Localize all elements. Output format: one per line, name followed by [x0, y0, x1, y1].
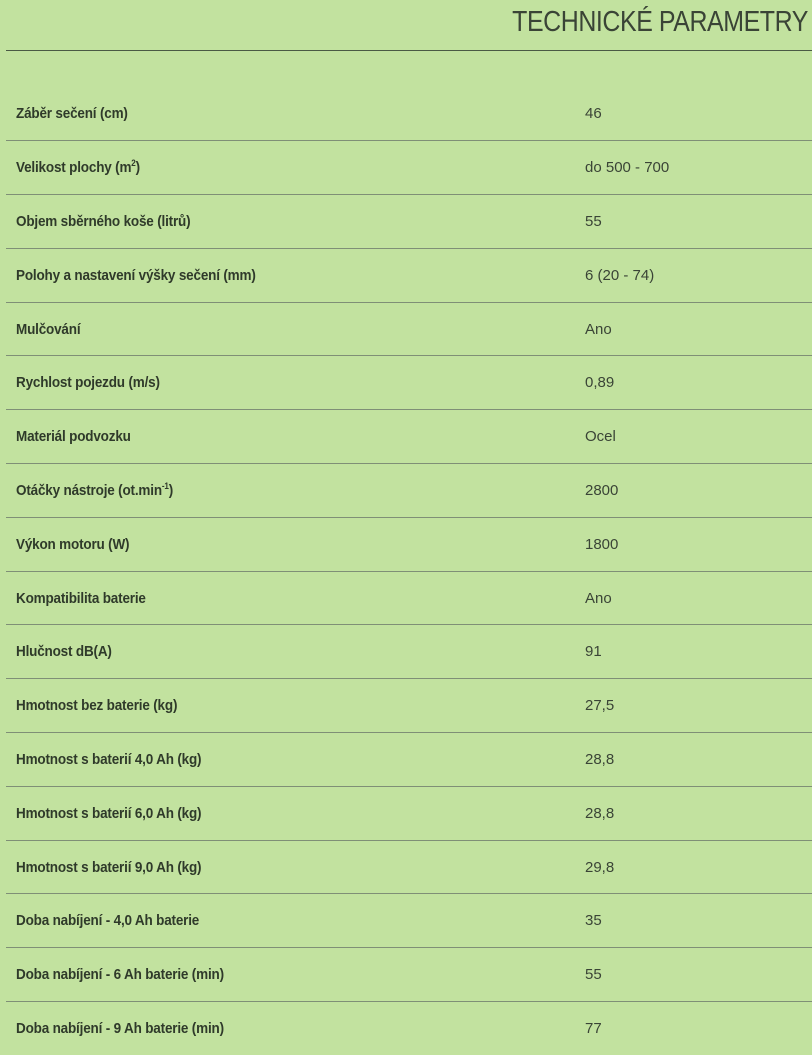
spec-label-cell	[6, 948, 585, 1002]
spec-row	[6, 87, 812, 141]
spec-label-cell	[6, 894, 585, 948]
spec-label-cell	[6, 195, 585, 249]
spec-row	[6, 894, 812, 948]
spec-row	[6, 141, 812, 195]
spec-label	[16, 1020, 224, 1037]
spec-value: 55	[585, 195, 812, 249]
spec-value: 91	[585, 625, 812, 679]
spec-label-cell	[6, 464, 585, 518]
spec-label-superscript: -1	[161, 480, 169, 491]
spec-value: 46	[585, 105, 602, 123]
spec-value: 28,8	[585, 786, 812, 840]
spec-value: 29,8	[585, 840, 812, 894]
spec-row	[6, 517, 812, 571]
spec-label-text: Polohy a nastavení výšky sečení (mm)	[16, 266, 256, 284]
spec-label-cell	[6, 840, 585, 894]
spec-label-cell	[6, 571, 585, 625]
spec-label	[16, 267, 256, 284]
spec-label-cell	[6, 517, 585, 571]
spec-label	[16, 859, 201, 876]
spec-label-text: Kompatibilita baterie	[16, 589, 146, 607]
spec-value: Ano	[585, 571, 812, 625]
spec-label-text: Velikost plochy (m	[16, 159, 132, 177]
spec-value: 55	[585, 948, 812, 1002]
spec-value: 1800	[585, 517, 812, 571]
spec-row	[6, 356, 812, 410]
spec-label-cell	[6, 248, 585, 302]
spec-label-cell	[6, 141, 585, 195]
spec-value: 77	[585, 1002, 812, 1055]
spec-value: Ocel	[585, 410, 812, 464]
spec-row	[6, 410, 812, 464]
spec-label-cell	[6, 356, 585, 410]
spec-row	[6, 302, 812, 356]
spec-value: 2800	[585, 464, 812, 518]
spec-label-cell	[6, 87, 585, 141]
spec-label	[16, 374, 160, 391]
spec-row	[6, 786, 812, 840]
spec-label-cell	[6, 1002, 585, 1055]
spec-label	[16, 159, 140, 176]
spec-label-text: Hmotnost bez baterie (kg)	[16, 697, 178, 715]
spec-label	[16, 536, 129, 553]
spec-row	[6, 248, 812, 302]
section-header	[6, 0, 812, 51]
spec-label	[16, 321, 80, 338]
spec-row	[6, 840, 812, 894]
spec-label-text: Hlučnost dB(A)	[16, 643, 112, 661]
spec-label	[16, 966, 224, 983]
spec-row	[6, 571, 812, 625]
spec-label	[16, 105, 128, 122]
spec-label-text: Rychlost pojezdu (m/s)	[16, 374, 160, 392]
section-title: TECHNICKÉ PARAMETRY	[512, 6, 808, 38]
spec-label	[16, 482, 173, 499]
spec-table-body	[6, 87, 812, 1055]
spec-value: 28,8	[585, 733, 812, 787]
spec-row	[6, 679, 812, 733]
spec-value: 6 (20 - 74)	[585, 248, 812, 302]
spec-label-cell	[6, 625, 585, 679]
spec-label-cell	[6, 786, 585, 840]
spec-table	[6, 87, 812, 1055]
spec-row	[6, 1002, 812, 1055]
spec-label-suffix: )	[168, 481, 174, 499]
spec-value: 27,5	[585, 679, 812, 733]
spec-label-text: Otáčky nástroje (ot.min	[16, 481, 162, 499]
spec-label	[16, 643, 112, 660]
spec-label-text: Výkon motoru (W)	[16, 535, 130, 553]
spec-label-text: Hmotnost s baterií 4,0 Ah (kg)	[16, 750, 202, 768]
spec-value: do 500 - 700	[585, 141, 812, 195]
spec-label	[16, 213, 190, 230]
spec-label-cell	[6, 679, 585, 733]
spec-label	[16, 912, 199, 929]
spec-label-text: Hmotnost s baterií 6,0 Ah (kg)	[16, 804, 202, 822]
spec-label-cell	[6, 302, 585, 356]
spec-label-text: Doba nabíjení - 6 Ah baterie (min)	[16, 966, 224, 984]
spec-label-suffix: )	[135, 159, 140, 177]
spec-label-text: Doba nabíjení - 4,0 Ah baterie	[16, 912, 200, 930]
spec-value: 0,89	[585, 356, 812, 410]
spec-label-text: Doba nabíjení - 9 Ah baterie (min)	[16, 1020, 224, 1038]
spec-label-cell	[6, 733, 585, 787]
spec-label-text: Objem sběrného koše (litrů)	[16, 212, 191, 230]
spec-label-cell	[6, 410, 585, 464]
spec-label-superscript: 2	[131, 158, 136, 169]
spec-row	[6, 625, 812, 679]
spec-row	[6, 948, 812, 1002]
spec-label	[16, 805, 201, 822]
spec-label-text: Mulčování	[16, 320, 81, 338]
spec-row	[6, 195, 812, 249]
spec-label	[16, 428, 131, 445]
spec-value: Ano	[585, 302, 812, 356]
spec-label-text: Záběr sečení (cm)	[16, 105, 128, 123]
spec-label-text: Hmotnost s baterií 9,0 Ah (kg)	[16, 858, 202, 876]
spec-row	[6, 464, 812, 518]
spec-label	[16, 751, 201, 768]
spec-row	[6, 733, 812, 787]
spec-label	[16, 590, 146, 607]
spec-label	[16, 697, 177, 714]
spec-label-text: Materiál podvozku	[16, 428, 131, 446]
spec-value: 35	[585, 894, 812, 948]
